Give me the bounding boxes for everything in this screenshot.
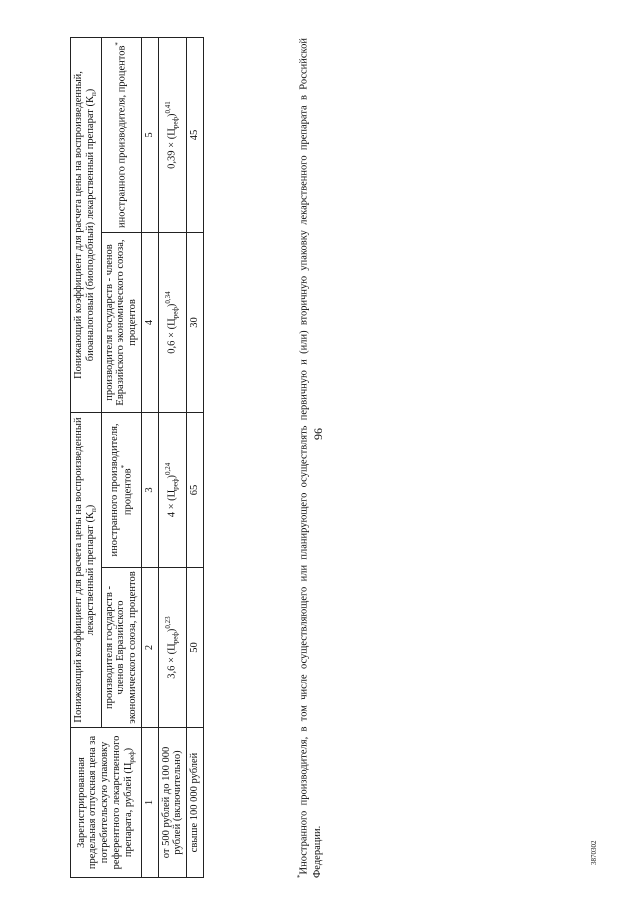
- formula-cell: $0,6 \times (Ц_{реф})^{0,34}$: [158, 233, 187, 413]
- value-cell: 30: [187, 233, 204, 413]
- column-number: 4: [141, 233, 158, 413]
- row-label: от 500 рублей до 100 000 рублей (включительно): [158, 728, 187, 878]
- subheader-eaeu: производителя государств - членов Евразийского экономического союза, процентов: [101, 568, 141, 728]
- formula-cell: $3,6 \times (Ц_{реф})^{0,23}$: [158, 568, 187, 728]
- side-code: 3870302: [590, 840, 598, 865]
- formula-cell: $0,39 \times (Ц_{реф})^{0,41}$: [158, 38, 187, 233]
- footnote: [296, 38, 325, 878]
- value-cell: 65: [187, 413, 204, 568]
- header-generic-group: Понижающий коэффициент для расчета цены на воспроизведенный лекарственный препарат $(К_п)$: [71, 413, 102, 728]
- subheader-foreign-2: иностранного производителя, процентов*: [101, 38, 141, 233]
- table-header-row: [71, 38, 102, 878]
- formula-cell: $4 \times (Ц_{реф})^{0,24}$: [158, 413, 187, 568]
- column-number-row: [141, 38, 158, 878]
- table-row: [187, 38, 204, 878]
- table-row: [158, 38, 187, 878]
- subheader-foreign: иностранного производителя, процентов*: [101, 413, 141, 568]
- coefficient-table-rotated: [70, 38, 204, 878]
- column-number: 1: [141, 728, 158, 878]
- footnote-text: Иностранного производителя, в том числе осуществляющего или планирующего осуществлять первичную и (или) вторичную упаковку лекарственного препарата в Российской Федерации.: [298, 38, 324, 878]
- column-number: 5: [141, 38, 158, 233]
- header-price-cell: Зарегистрированная предельная отпускная цена за потребительскую упаковку референтного лекарственного препарата, рублей $(Ц_{реф})$: [71, 728, 142, 878]
- column-number: 3: [141, 413, 158, 568]
- footnote-star: *: [296, 874, 304, 878]
- header-biosimilar-group: Понижающий коэффициент для расчета цены на воспроизведенный, биоаналоговый (биоподобный) лекарственный препарат $(К_п)$: [71, 38, 102, 413]
- column-number: 2: [141, 568, 158, 728]
- value-cell: 45: [187, 38, 204, 233]
- coefficient-table: [70, 37, 204, 878]
- value-cell: 50: [187, 568, 204, 728]
- page-number: 96: [311, 428, 325, 440]
- row-label: свыше 100 000 рублей: [187, 728, 204, 878]
- subheader-eaeu-2: производителя государств - членов Евразийского экономического союза, процентов: [101, 233, 141, 413]
